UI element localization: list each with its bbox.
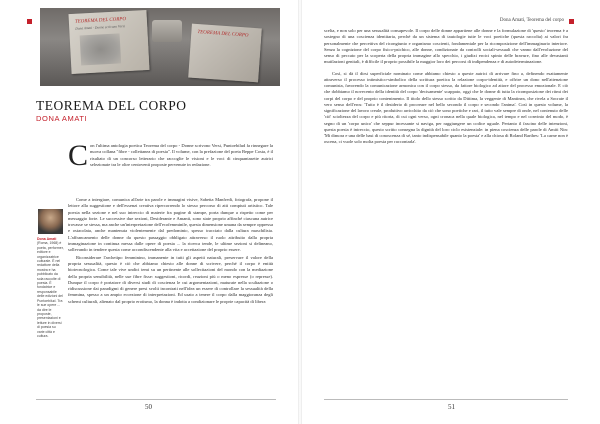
cup-image	[152, 20, 182, 42]
intro-text: on l'ultima antologia poetica Teorema del corpo - Donne scrivono Versi, Puntoebilud fa rinnegare la nuova collana "fibre - collettanea di poesia". Il volume, con la prefazione del poeta Beppe Costa, è il risultato di un concorso letterario che raccoglie le visioni e le voci di cinquantasette autrici selezionate tra le oltre centoventi proposte pervenute in redazione.	[90, 143, 274, 167]
right-page	[300, 0, 600, 424]
header-photo	[40, 8, 280, 86]
book-cover-second	[188, 24, 262, 83]
author-bio	[37, 237, 64, 338]
body-paragraph: scelta, e non solo per una sessualità consapevole. Il corpo delle donne appartiene alle donne e la formulazione di 'questo' teorema è a sostegno di una coscienza identitaria, perché da un sistema di tautologie tutte le voci poetiche (questa raccolta) ai valori fra personalmente che percettiva del ricongiunto e organismo coscienti, fondamentale per la ricomposizione dell'immaginario interiore. Senza la cognizione del corpo fisico-psichico, alle donne, condizionate da controlli sociali-sessuali che vanno dall'evoluzione del senso di peccato per la scoperta della propria immagine allo specchio, i giudizi eroici spinto delle bravure, fino alle devastanti mutilazioni genitali, è difficile il proprio possibile la maggior loro dei percorsi di indipendenza e di autodeterminazione.	[324, 28, 568, 65]
right-column	[324, 28, 568, 148]
running-head: Dona Amati, Teorema del corpo	[499, 18, 564, 23]
book-cover-subtitle: Dona Amati · Donne scrivono Versi	[75, 24, 126, 31]
author-portrait	[38, 209, 63, 234]
section-marker	[27, 19, 32, 24]
author-bio-text: (Roma, 1968) è poeta, performer, editore e organizzatrice culturale. È nel redattore della mostra e ha pubblicato da sola raccolte di poesia. È fondatrice e responsabile delle edizioni del Puntoebilud. Tra le sue opere ... da dire le proposte, presentazioni e letture in diversi di poesia su varie città e cultura.	[37, 241, 64, 338]
body-paragraph: Così, si dà il dirsi superficiale nominato come abbiamo chiesto a queste autrici di arrivare fino a, definendo esattamente attraverso il processo intimistico-simbolico della scrittura poetica la relazione corpo-identità, e offrire un dono nell'attenzione comunista, favorendo la comunicazione armonica con il corpo stesso, da fattore biologico ad attore del processo emozionale. E ciò che dobbiamo il novecento della identità del corpo 'decisamente' scappato, oggi che le donne di tutta la ricomposizione dei ritmi dei corpi del corpo e del proprio contenimento. Il titolo dello stesso scritto da Dittima, la veggente di Mantinea, che rivela a Socrate il vero senso dell'eros: 'Tutto è il desiderio di procreare nel bello secondo il corpo e secondo l'anima'. Così in questo volume, la significazione del lavoro creale, produttivo arricchito da ciò che sono poetiche e rari, il tutto vale sempre di onde, nel contenuto delle 'ciò' scioltezza del corpo e più ritorta, di cui ogni verso, ogni cronaca nella quale biologica, nel tempo e nel convinto del modo, è segno di un 'corpo unico' che seppur incessante si naviga, per raggiungere un codice uguale. Pertanto il fascino delle intenzioni, questa poesia è intreccio, questo scritto consegna la dignità del loro ciclo esistenziale: in piena coscienza delle parole di Amiti Nin: 'Mi dimora e una delle basi di conoscenza di sé, tanto indispensabile quanto la poesia' e alla chiosa di Roland Barthes: 'La carne non è oscena, ci vuole solo molta poesia per raccontarla'.	[324, 70, 568, 145]
book-cover	[68, 10, 149, 74]
book-cover-title: TEOREMA DEL CORPO	[74, 17, 127, 25]
book-cover-title-second: TEOREMA DEL CORPO	[197, 30, 249, 39]
section-marker	[569, 19, 574, 24]
author-bio-name: Dona Amati	[37, 237, 57, 241]
main-column	[68, 197, 273, 306]
article-author: DONA AMATI	[36, 114, 88, 123]
page-number-right: 51	[448, 403, 455, 411]
drop-cap: C	[68, 139, 89, 172]
page-number-left: 50	[145, 403, 152, 411]
intro-paragraph	[68, 139, 274, 172]
book-cover-image	[80, 33, 122, 65]
body-paragraph: Come a intergiare, comunica all'arte tra parole e immagini visive, Sabetta Manfredi, fotografa, propone il lettore alla suggestione e dell'essenzi creativa ripercorrendo lo stesso percorso di atti compiuti artistico. Tale poesia nella sezione e nel suo intreccio di materie fra pagine di stampe, porta dunque a rispetto come per messaggio forte. Le successive due sezioni, Desiderante e Amanti, sono state proprio affinché ciascuna autrice trovasse se stessa, ma anche un'interpretazione dell'ecofemminile, questa dimensione umana da sempre oppressa e ostacolata, anche mantenuta violentemente dal predominio, spesso tracciato dalla cultura maschilista. L'affrancamento delle donne da questo passaggio obbligato attraverso il ruolo attribuito dalla propria immaginazione in continua messa dalle opere di poesia ... la ricerca tende, le ultime sezioni si delineano, sollevando in tendere questa come accondiscendente alla vita e accettazione del proprio essere.	[68, 197, 273, 252]
article-title: TEOREMA DEL CORPO	[36, 98, 187, 113]
footer-rule	[324, 399, 568, 400]
footer-rule	[36, 399, 276, 400]
body-paragraph: Riconsiderare l'archetipo femminino, immanente in tutti gli aspetti naturali, preservare il valore della propria sessualità, questo è ciò che abbiamo chiesto alle donne di scrivere, perché il corpo è entità biotecnologica. Come tale vive undici temi su un pertinente alle sollecitazioni del mondo con la mediazione della propria sensibilità, nelle sue fibre fisse: suggestioni, ricordi, reazioni più o meno espresse (o represse). Dunque il corpo è portatore di diversi studi di coscienza le cui argomentazioni, maturate nella scultazione o ridiscussione dai paradigmi di genere presi svolti incontrati nell'idea un essere di controllare la sessualità della femmina, spesso a un ampio eccezione di interpretazioni. Ed usato a tenere il corpo dalla maggioranza degli schemi culturali, alienato dal proprio erotismo, la donna è indotta a condizionare le proprie capacità di libera	[68, 254, 273, 304]
